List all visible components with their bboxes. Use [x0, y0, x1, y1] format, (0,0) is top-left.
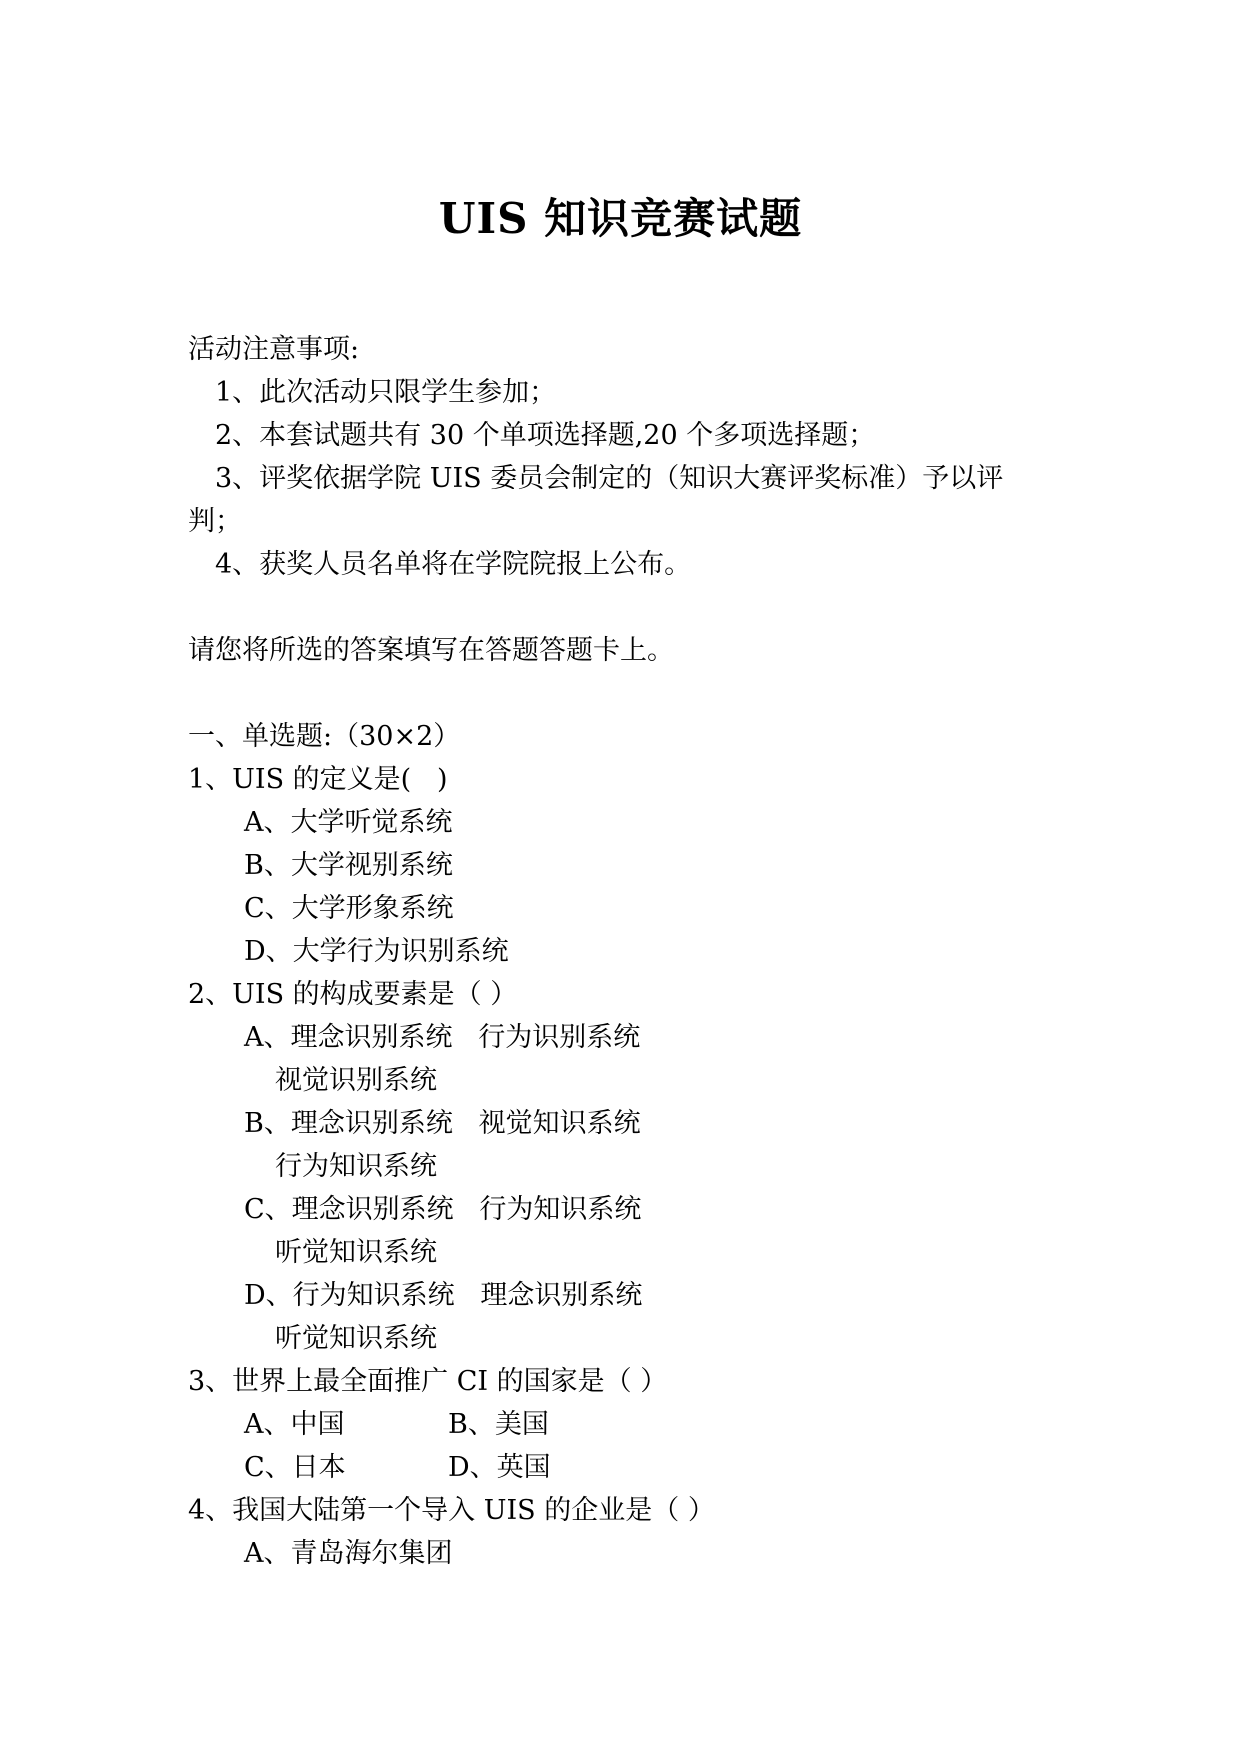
- option: B、美国: [448, 1409, 549, 1440]
- notice-item: 1、此次活动只限学生参加；: [215, 377, 557, 408]
- page-title: UIS 知识竞赛试题: [438, 194, 803, 243]
- question-text: 4、我国大陆第一个导入 UIS 的企业是（ ）: [188, 1495, 715, 1526]
- option-continuation: 听觉知识系统: [275, 1323, 437, 1354]
- notice-heading: 活动注意事项:: [188, 334, 360, 365]
- option: D、英国: [448, 1452, 551, 1483]
- option-continuation: 听觉知识系统: [275, 1237, 437, 1268]
- question-text: 2、UIS 的构成要素是（ ）: [188, 979, 518, 1010]
- option-continuation: 视觉识别系统: [275, 1065, 437, 1096]
- question-text: 3、世界上最全面推广 CI 的国家是（ ）: [188, 1366, 668, 1397]
- answer-instruction: 请您将所选的答案填写在答题答题卡上。: [188, 635, 674, 666]
- option-continuation: 行为知识系统: [275, 1151, 437, 1182]
- option: C、大学形象系统: [244, 893, 454, 924]
- option: A、大学听觉系统: [244, 807, 453, 838]
- notice-item-continuation: 判；: [188, 506, 242, 537]
- option: A、中国: [244, 1409, 345, 1440]
- option: D、大学行为识别系统: [244, 936, 509, 967]
- option: C、日本: [244, 1452, 346, 1483]
- notice-item: 4、获奖人员名单将在学院院报上公布。: [215, 549, 692, 580]
- option: C、理念识别系统 行为知识系统: [244, 1194, 642, 1225]
- option: D、行为知识系统 理念识别系统: [244, 1280, 643, 1311]
- notice-item: 2、本套试题共有 30 个单项选择题,20 个多项选择题；: [215, 420, 876, 451]
- section-heading: 一、单选题:（30×2）: [188, 721, 461, 752]
- notice-item: 3、评奖依据学院 UIS 委员会制定的（知识大赛评奖标准）予以评: [215, 463, 1004, 494]
- option: B、大学视别系统: [244, 850, 453, 881]
- question-text: 1、UIS 的定义是( ): [188, 764, 448, 795]
- option: A、青岛海尔集团: [244, 1538, 453, 1569]
- option: B、理念识别系统 视觉知识系统: [244, 1108, 641, 1139]
- option: A、理念识别系统 行为识别系统: [244, 1022, 641, 1053]
